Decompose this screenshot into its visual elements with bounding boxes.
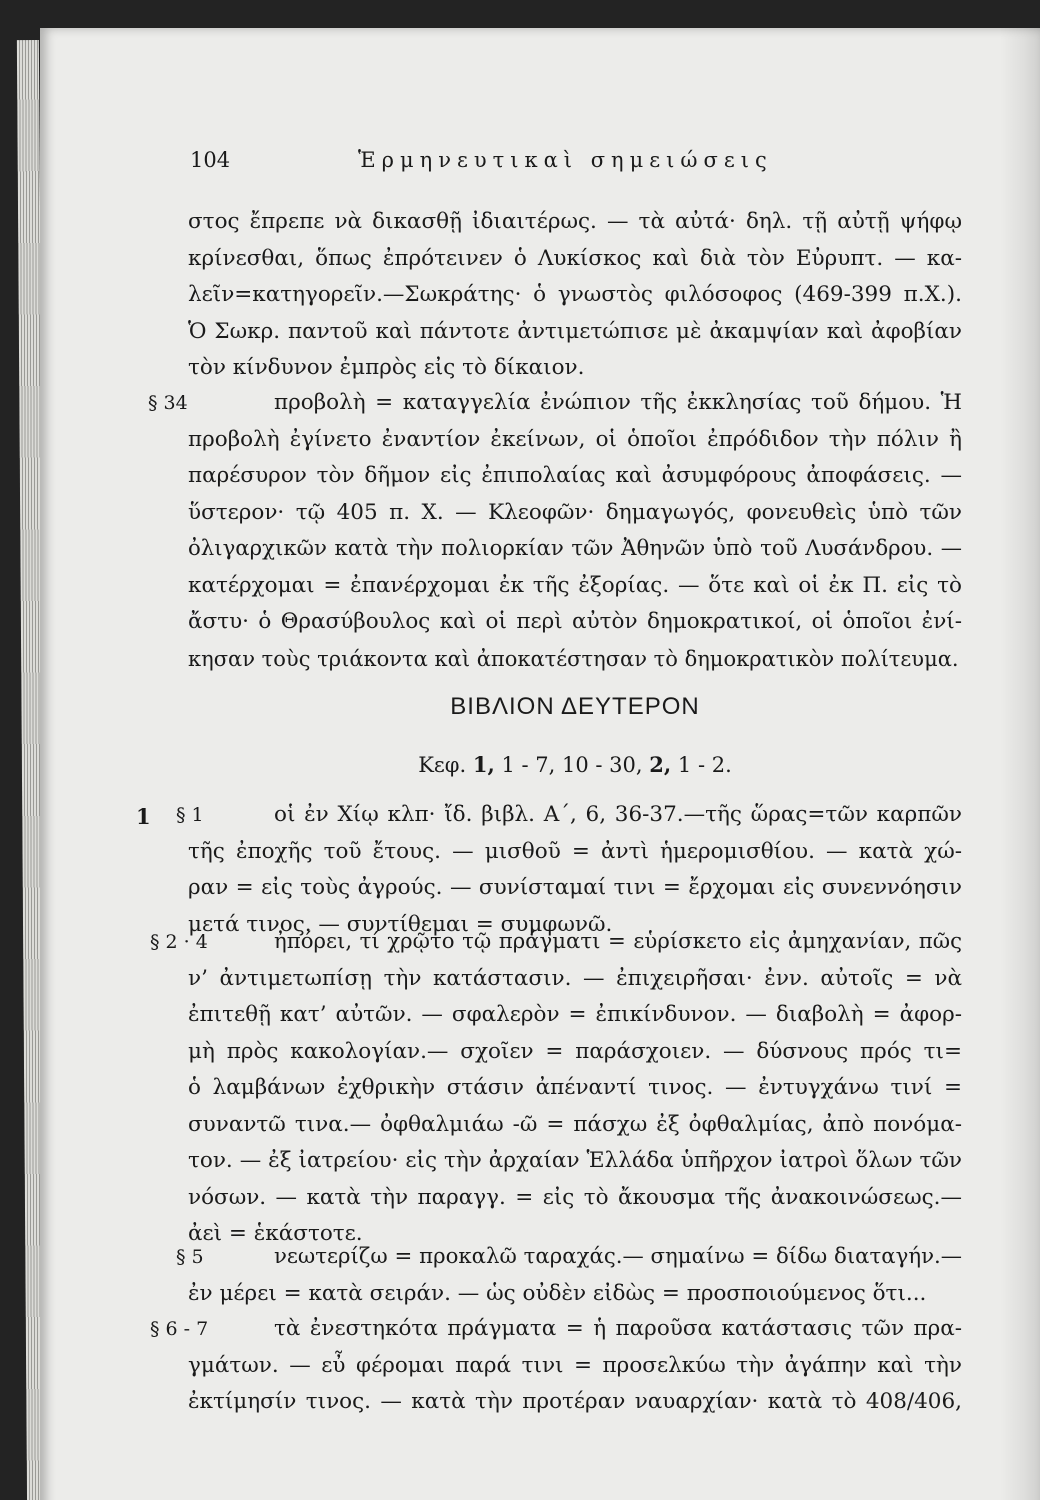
section-marker-5: § 5 [176, 1246, 204, 1268]
book-heading: ΒΙΒΛΙΟΝ ΔΕΥΤΕΡΟΝ [450, 693, 700, 720]
text-line: τὸν κίνδυνον ἐμπρὸς εἰς τὸ δίκαιον. [188, 355, 585, 380]
text-line: ὁ λαμβάνων ἐχθρικὴν στάσιν ἀπέναντί τινος. — ἐντυγχάνω τινί = [188, 1075, 962, 1100]
running-title: Ἑρμηνευτικαὶ σημειώσεις [358, 148, 773, 172]
text-line: τῆς ἐποχῆς τοῦ ἔτους. — μισθοῦ = ἀντὶ ἡμερομισθίου. — κατὰ χώ- [188, 838, 962, 864]
text-line: ὀλιγαρχικῶν κατὰ τὴν πολιορκίαν τῶν Ἀθηνῶν ὑπὸ τοῦ Λυσάνδρου. — [188, 536, 962, 561]
text-line: κησαν τοὺς τριάκοντα καὶ ἀποκατέστησαν τὸ δημοκρατικὸν πολίτευμα. [188, 646, 959, 671]
text-line: προβολὴ ἐγίνετο ἐναντίον ἐκείνων, οἱ ὁποῖοι ἐπρόδιδον τὴν πόλιν ἢ [188, 426, 962, 452]
section-1-paragraph [188, 797, 962, 943]
section-5-paragraph [188, 1239, 962, 1312]
continuation-paragraph [188, 204, 962, 387]
section-marker-1: § 1 [176, 804, 204, 826]
text-line: ν’ ἀντιμετωπίσῃ τὴν κατάστασιν. — ἐπιχειρῆσαι· ἐνν. αὐτοῖς = νὰ [188, 965, 962, 991]
text-line: ἀεὶ = ἑκάστοτε. [188, 1221, 363, 1246]
text-line: νεωτερίζω = προκαλῶ ταραχάς.— σημαίνω = δίδω διαταγήν.— [274, 1244, 962, 1269]
gutter-shadow [1000, 28, 1040, 1500]
chapter-2-range: 1 - 2. [677, 753, 732, 777]
section-34-paragraph [188, 385, 962, 677]
chapter-marker-1: 1 [136, 804, 151, 829]
section-marker-34: § 34 [148, 392, 188, 414]
text-line: Ὁ Σωκρ. παντοῦ καὶ πάντοτε ἀντιμετώπισε μὲ ἀκαμψίαν καὶ ἀφοβίαν [188, 318, 962, 344]
section-2-4-paragraph [188, 924, 962, 1253]
text-line: ἠπόρει, τί χρῷτο τῷ πράγματι = εὑρίσκετο εἰς ἀμηχανίαν, πῶς [274, 929, 962, 954]
text-line: μὴ πρὸς κακολογίαν.— σχοῖεν = παράσχοιεν. — δύσνους πρός τι= [188, 1038, 962, 1064]
text-line: ἄστυ· ὁ Θρασύβουλος καὶ οἱ περὶ αὐτὸν δημοκρατικοί, οἱ ὁποῖοι ἐνί- [188, 609, 962, 634]
text-line: νόσων. — κατὰ τὴν παραγγ. = εἰς τὸ ἄκουσμα τῆς ἀνακοινώσεως.— [188, 1184, 962, 1210]
text-line: τὰ ἐνεστηκότα πράγματα = ἡ παροῦσα κατάστασις τῶν πρα- [274, 1316, 962, 1341]
chapter-2-number: 2, [649, 752, 672, 777]
text-line: ἐν μέρει = κατὰ σειράν. — ὡς οὐδὲν εἰδὼς = προσποιούμενος ὅτι... [188, 1280, 927, 1306]
text-line: ἐπιτεθῇ κατ’ αὐτῶν. — σφαλερὸν = ἐπικίνδυνον. — διαβολὴ = ἀφορ- [188, 1002, 962, 1027]
text-line: ραν = εἰς τοὺς ἀγρούς. — συνίσταμαί τινι = ἔρχομαι εἰς συνεννόησιν [188, 875, 962, 900]
text-line: κρίνεσθαι, ὅπως ἐπρότεινεν ὁ Λυκίσκος καὶ διὰ τὸν Εὐρυπτ. — κα- [188, 245, 962, 271]
text-line: προβολὴ = καταγγελία ἐνώπιον τῆς ἐκκλησίας τοῦ δήμου. Ἡ [274, 390, 962, 415]
text-line: ἐκτίμησίν τινος. — κατὰ τὴν προτέραν ναυαρχίαν· κατὰ τὸ 408/406, [188, 1389, 962, 1414]
text-line: τον. — ἐξ ἰατρείου· εἰς τὴν ἀρχαίαν Ἑλλάδα ὑπῆρχον ἰατροὶ ὅλων τῶν [188, 1148, 962, 1173]
text-line: γμάτων. — εὖ φέρομαι παρά τινι = προσελκύω τὴν ἀγάπην καὶ τὴν [188, 1352, 962, 1378]
chapter-1-range: 1 - 7, 10 - 30, [501, 753, 643, 777]
chapter-range [188, 752, 962, 777]
text-line: παρέσυρον τὸν δῆμον εἰς ἐπιπολαίας καὶ ἀσυμφόρους ἀποφάσεις. — [188, 463, 962, 488]
text-line: ὕστερον· τῷ 405 π. Χ. — Κλεοφῶν· δημαγωγός, φονευθεὶς ὑπὸ τῶν [188, 499, 962, 525]
section-marker-6-7: § 6 - 7 [150, 1318, 209, 1340]
text-line: συναντῶ τινα.— ὀφθαλμιάω -ῶ = πάσχω ἐξ ὀφθαλμίας, ἀπὸ πονόμα- [188, 1111, 962, 1137]
section-marker-2-4: § 2 · 4 [150, 931, 208, 953]
text-line: κατέρχομαι = ἐπανέρχομαι ἐκ τῆς ἐξορίας. — ὅτε καὶ οἱ ἐκ Π. εἰς τὸ [188, 572, 962, 598]
page-number: 104 [190, 148, 231, 172]
text-line: οἱ ἐν Χίῳ κλπ· ἴδ. βιβλ. Α΄, 6, 36-37.—τῆς ὥρας=τῶν καρπῶν [274, 802, 962, 827]
chapter-1-number: 1, [472, 752, 495, 777]
chapter-label: Κεφ. [418, 753, 467, 777]
text-line: λεῖν=κατηγορεῖν.—Σωκράτης· ὁ γνωστὸς φιλόσοφος (469-399 π.Χ.). [188, 282, 962, 307]
text-line: στος ἔπρεπε νὰ δικασθῇ ἰδιαιτέρως. — τὰ αὐτά· δηλ. τῇ αὐτῇ ψήφῳ [188, 209, 962, 234]
text-line: μετά τινος. — συντίθεμαι = συμφωνῶ. [188, 911, 613, 937]
section-6-7-paragraph [188, 1311, 962, 1421]
